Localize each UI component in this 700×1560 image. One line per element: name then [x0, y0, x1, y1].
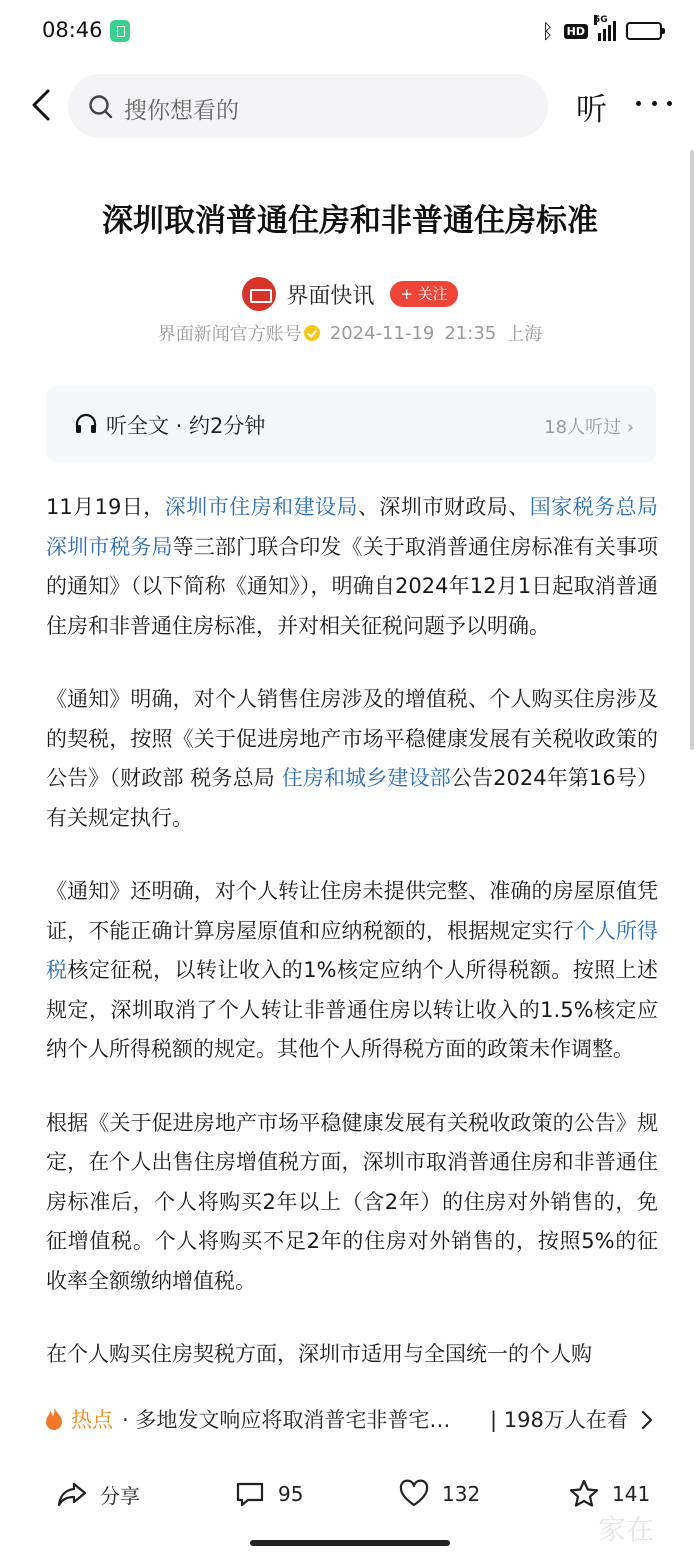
app-notification-icon — [110, 20, 130, 42]
hot-label: 热点 — [71, 1408, 113, 1432]
link-personal-income-tax[interactable]: 个人所得税 — [46, 918, 658, 982]
text-span: 《通知》还明确，对个人转让住房未提供完整、准确的房屋原值凭证，不能正确计算房屋原值和应纳税额的，根据规定实行 — [46, 879, 658, 943]
paragraph-1 — [46, 488, 658, 646]
home-indicator[interactable] — [250, 1540, 450, 1546]
favorite-button[interactable] — [568, 1478, 650, 1510]
status-time: 08:46 — [42, 18, 103, 42]
link-housing-ministry[interactable]: 住房和城乡建设部 — [281, 766, 451, 790]
star-icon — [568, 1478, 600, 1510]
more-icon[interactable] — [636, 98, 672, 108]
headphone-icon — [74, 412, 98, 436]
account-type: 界面新闻官方账号 — [157, 324, 302, 345]
paragraph-5: 在个人购买住房契税方面，深圳市适用与全国统一的个人购 — [46, 1342, 592, 1366]
bottom-action-bar — [0, 1460, 700, 1530]
status-indicators — [541, 15, 662, 44]
watermark: 家在 — [598, 1513, 655, 1546]
text-span: 《通知》明确，对个人销售住房涉及的增值税、个人购买住房涉及的契税，按照《关于促进房地产市场平稳健康发展有关税收政策的公告》（财政部 税务总局 — [46, 687, 658, 790]
text-span: 、深圳市财政局、 — [357, 495, 530, 519]
article-body — [46, 488, 658, 1390]
scrollbar[interactable] — [690, 150, 694, 750]
link-shenzhen-tax-bureau[interactable]: 国家税务总局深圳市税务局 — [46, 495, 658, 559]
bluetooth-icon: ᛒ — [541, 19, 554, 43]
status-bar — [0, 0, 700, 62]
publish-time: 21:35 — [444, 322, 497, 344]
article-title: 深圳取消普通住房和非普通住房标准 — [102, 203, 598, 239]
share-label: 分享 — [100, 1483, 140, 1508]
author-name[interactable]: 界面快讯 — [286, 283, 375, 309]
hot-viewer-count: | 198万人在看 — [490, 1408, 628, 1432]
paragraph-3 — [46, 872, 658, 1070]
publish-date: 2024-11-19 — [329, 322, 435, 344]
hd-badge: HD — [564, 24, 588, 39]
battery-icon — [626, 22, 662, 40]
author-avatar[interactable] — [242, 277, 276, 311]
publish-location: 上海 — [506, 324, 543, 345]
listener-count-text: 18人听过 — [544, 417, 622, 438]
paragraph-4: 根据《关于促进房地产市场平稳健康发展有关税收政策的公告》规定，在个人出售住房增值税方面，深圳市取消普通住房和非普通住房标准后，个人将购买2年以上（含2年）的住房对外销售的，免征增值税。个人将购买不足2年的住房对外销售的，按照5%的征收率全额缴纳增值税。 — [46, 1110, 658, 1293]
favorite-count: 141 — [612, 1482, 651, 1506]
heart-icon — [398, 1478, 430, 1510]
top-nav — [0, 70, 700, 140]
listen-button[interactable]: 听 — [576, 92, 607, 128]
article-meta — [0, 320, 700, 346]
follow-button[interactable]: + 关注 — [390, 281, 457, 307]
search-input[interactable] — [68, 74, 548, 138]
text-span: 公告2024年第16号）有关规定执行。 — [46, 766, 658, 830]
hot-topic-text: · 多地发文响应将取消普宅非普宅… — [122, 1408, 451, 1432]
fire-icon — [44, 1406, 64, 1432]
text-span: 11月19日， — [46, 495, 165, 519]
listen-full-text-bar[interactable] — [46, 386, 656, 462]
comment-icon — [234, 1478, 266, 1510]
search-placeholder: 搜你想看的 — [124, 98, 239, 124]
listen-full-text-label: 听全文 · 约2分钟 — [106, 414, 266, 438]
author-row — [0, 274, 700, 314]
link-shenzhen-housing-bureau[interactable]: 深圳市住房和建设局 — [164, 495, 358, 519]
share-icon — [56, 1478, 88, 1510]
like-count: 132 — [442, 1482, 481, 1506]
text-span: 等三部门联合印发《关于取消普通住房标准有关事项的通知》（以下简称《通知》），明确自2024年12月1日起取消普通住房和非普通住房标准，并对相关征税问题予以明确。 — [46, 534, 658, 638]
signal-icon — [594, 15, 616, 41]
comment-count: 95 — [278, 1482, 304, 1506]
chevron-right-icon — [641, 1410, 653, 1430]
paragraph-2 — [46, 680, 658, 838]
like-button[interactable] — [398, 1478, 480, 1510]
network-type: 5G — [594, 15, 608, 25]
search-icon — [88, 94, 114, 120]
hot-topic-bar[interactable] — [0, 1392, 700, 1454]
comment-button[interactable] — [234, 1478, 303, 1510]
listener-count: 18人听过 › — [544, 417, 634, 438]
share-button[interactable] — [56, 1478, 140, 1510]
verified-icon — [304, 325, 320, 341]
text-span: 核定征税，以转让收入的1%核定应纳个人所得税额。按照上述规定，深圳取消了个人转让非普通住房以转让收入的1.5%核定应纳个人所得税额的规定。其他个人所得税方面的政策未作调整。 — [46, 958, 658, 1061]
back-icon[interactable] — [28, 88, 58, 122]
